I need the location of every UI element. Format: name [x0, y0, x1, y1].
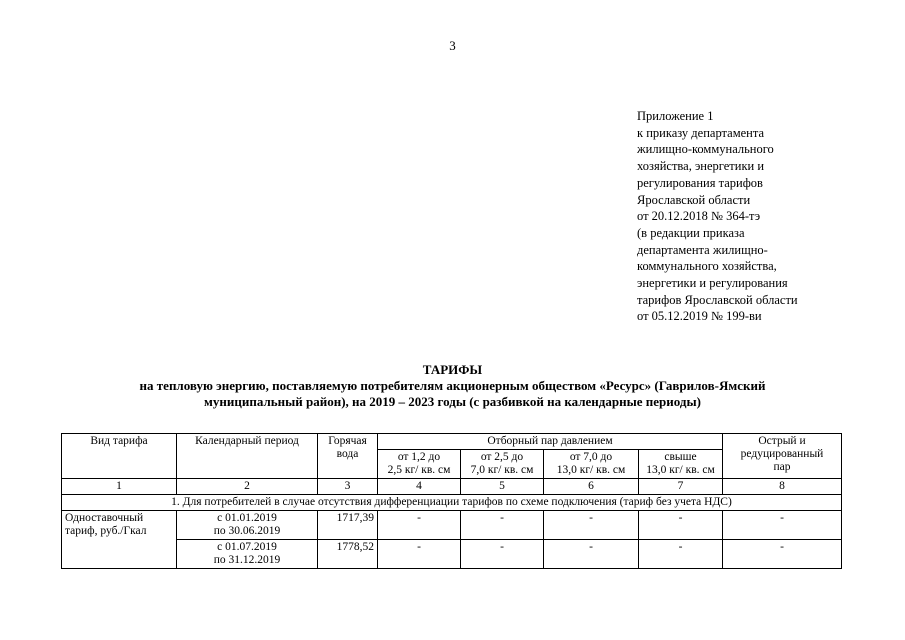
- steam-col-l2: 13,0 кг/ кв. см: [556, 464, 626, 476]
- appendix-block: [637, 108, 867, 325]
- hot-water-value: 1717,39: [318, 511, 378, 540]
- appendix-line: тарифов Ярославской области: [637, 292, 798, 307]
- steam-col-l1: свыше: [664, 451, 697, 463]
- appendix-line: хозяйства, энергетики и: [637, 159, 765, 174]
- column-number: 3: [318, 479, 378, 495]
- column-number: 4: [378, 479, 461, 495]
- steam-col-l2: 2,5 кг/ кв. см: [387, 464, 451, 476]
- steam-col-l1: от 1,2 до: [397, 451, 441, 463]
- column-number: 1: [62, 479, 177, 495]
- period-cell: [177, 540, 318, 569]
- title-line: муниципальный район), на 2019 – 2023 годы (с разбивкой на календарные периоды): [204, 394, 701, 409]
- header-steam-col: [544, 450, 639, 479]
- header-sharp-l1: Острый и: [758, 435, 806, 447]
- appendix-line: Ярославской области: [637, 192, 751, 207]
- steam-value: -: [639, 540, 723, 569]
- header-tariff-type: Вид тарифа: [62, 434, 177, 479]
- header-hot-water: [318, 434, 378, 479]
- hot-water-value: 1778,52: [318, 540, 378, 569]
- column-number: 2: [177, 479, 318, 495]
- appendix-line: от 05.12.2019 № 199-ви: [637, 309, 762, 324]
- tariff-label-l2: тариф, руб./Гкал: [65, 525, 147, 537]
- tariff-label-l1: Одноставочный: [65, 512, 144, 524]
- steam-value: -: [378, 540, 461, 569]
- period-from: с 01.07.2019: [217, 541, 277, 553]
- column-number: 7: [639, 479, 723, 495]
- period-cell: [177, 511, 318, 540]
- steam-value: -: [544, 511, 639, 540]
- period-to: по 30.06.2019: [213, 525, 281, 537]
- column-number: 5: [461, 479, 544, 495]
- title-heading: ТАРИФЫ: [422, 362, 483, 377]
- tariff-table: [61, 433, 842, 569]
- header-row: [62, 434, 842, 450]
- document-title: [0, 362, 905, 410]
- title-line: на тепловую энергию, поставляемую потребителям акционерным обществом «Ресурс» (Гаврилов-Ямский: [139, 378, 766, 393]
- steam-col-l2: 7,0 кг/ кв. см: [470, 464, 534, 476]
- sharp-steam-value: -: [723, 540, 842, 569]
- appendix-line: регулирования тарифов: [637, 175, 763, 190]
- table-row: [62, 540, 842, 569]
- steam-value: -: [544, 540, 639, 569]
- header-steam-col: [461, 450, 544, 479]
- sharp-steam-value: -: [723, 511, 842, 540]
- appendix-line: коммунального хозяйства,: [637, 259, 777, 274]
- column-number: 8: [723, 479, 842, 495]
- steam-col-l1: от 7,0 до: [569, 451, 613, 463]
- appendix-line: (в редакции приказа: [637, 225, 745, 240]
- appendix-line: к приказу департамента: [637, 125, 765, 140]
- steam-value: -: [378, 511, 461, 540]
- tariff-type-cell: [62, 511, 177, 569]
- header-sharp-l3: пар: [773, 461, 791, 473]
- header-steam-col: [378, 450, 461, 479]
- header-steam: Отборный пар давлением: [378, 434, 723, 450]
- section-row: [62, 495, 842, 511]
- appendix-line: департамента жилищно-: [637, 242, 768, 257]
- table-row: [62, 511, 842, 540]
- period-to: по 31.12.2019: [213, 554, 281, 566]
- header-sharp-l2: редуцированный: [740, 448, 824, 460]
- appendix-line: жилищно-коммунального: [637, 142, 774, 157]
- header-steam-col: [639, 450, 723, 479]
- section-title: 1. Для потребителей в случае отсутствия дифференциации тарифов по схеме подключения (тариф без учета НДС): [62, 495, 842, 511]
- header-period: Календарный период: [177, 434, 318, 479]
- header-sharp-steam: [723, 434, 842, 479]
- steam-col-l2: 13,0 кг/ кв. см: [646, 464, 715, 476]
- appendix-line: энергетики и регулирования: [637, 276, 788, 291]
- column-number: 6: [544, 479, 639, 495]
- column-number-row: [62, 479, 842, 495]
- appendix-line: от 20.12.2018 № 364-тэ: [637, 209, 761, 224]
- header-hot-water-l1: Горячая: [328, 435, 367, 447]
- period-from: с 01.01.2019: [217, 512, 277, 524]
- steam-value: -: [639, 511, 723, 540]
- page-number: 3: [449, 38, 456, 53]
- appendix-line: Приложение 1: [637, 109, 714, 123]
- header-hot-water-l2: вода: [336, 448, 359, 460]
- steam-col-l1: от 2,5 до: [480, 451, 524, 463]
- steam-value: -: [461, 511, 544, 540]
- steam-value: -: [461, 540, 544, 569]
